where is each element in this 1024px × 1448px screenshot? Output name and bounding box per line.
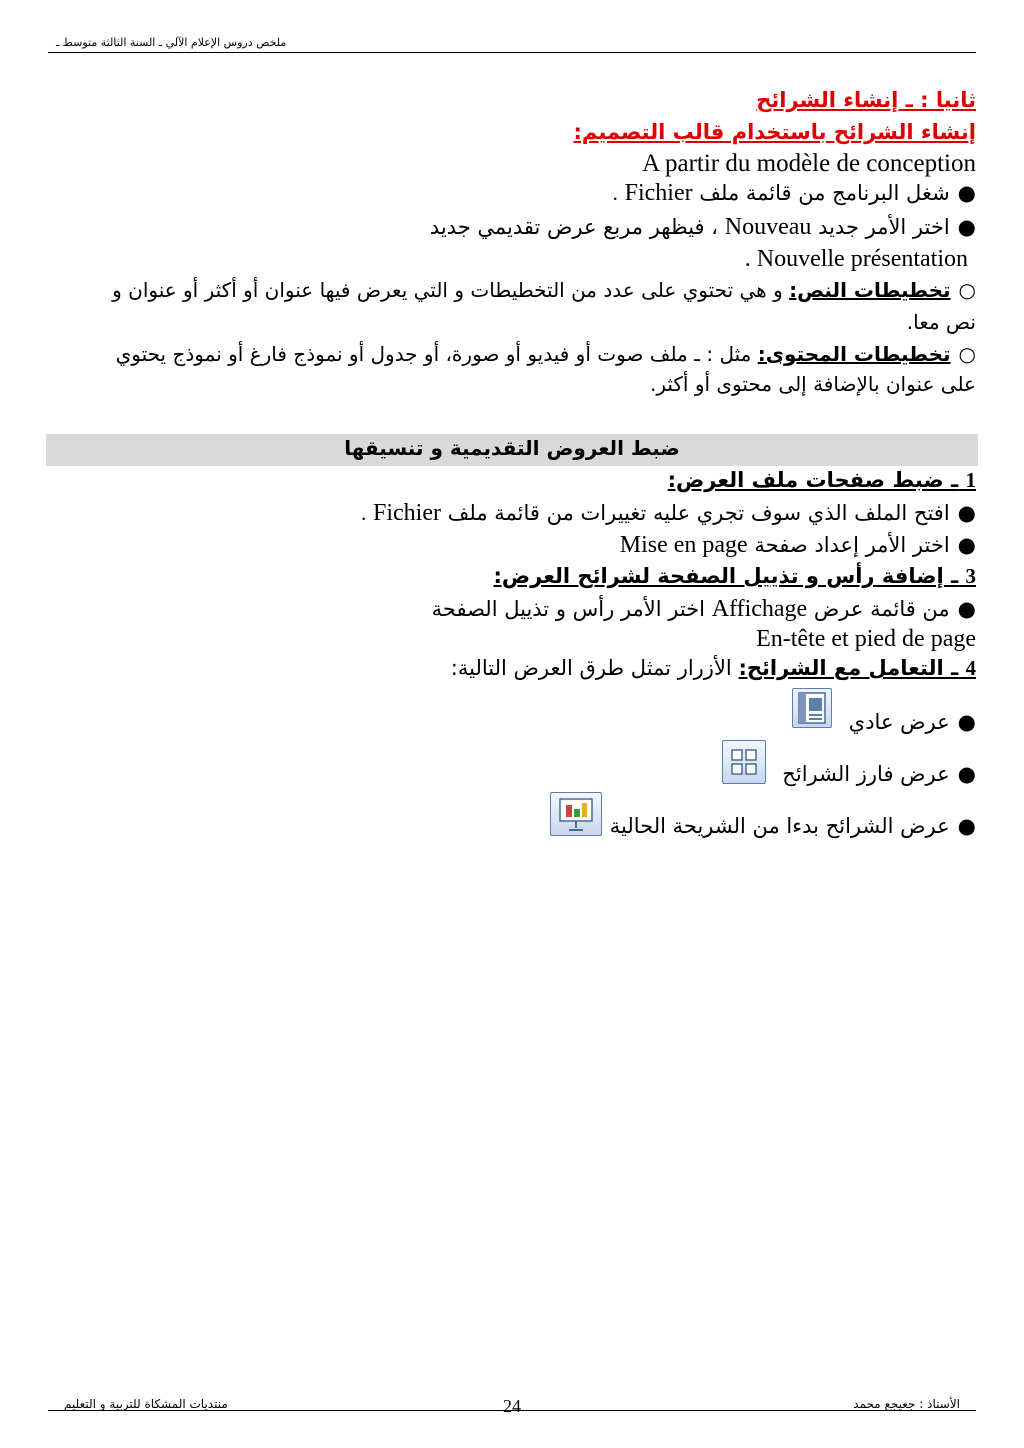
bullet-dot: ●	[957, 814, 976, 838]
bullet-dot: ●	[957, 710, 976, 734]
circle-bullet: ○	[958, 342, 976, 366]
section-heading: ثانيا : ـ إنشاء الشرائح	[756, 88, 976, 112]
latin-title: A partir du modèle de conception	[642, 150, 976, 177]
bullet-open-file: ●افتح الملف الذي سوف تجري عليه تغييرات من قائمة ملف Fichier .	[361, 500, 976, 526]
bullet-run-program: ●شغل البرنامج من قائمة ملف Fichier .	[612, 180, 976, 206]
header-footer-continuation: En-tête et pied de page	[756, 626, 976, 652]
content-layouts-item: ○تخطيطات المحتوى: مثل : ـ ملف صوت أو فيديو أو صورة، أو جدول أو نموذج فارغ أو نموذج يحتوي	[115, 342, 976, 366]
bullet-dot: ●	[957, 181, 976, 205]
bullet-page-setup: ●اختر الأمر إعداد صفحة Mise en page	[619, 532, 976, 558]
bullet-dot: ●	[957, 215, 976, 239]
footer-forum: منتديات المشكاة للتربية و التعليم	[64, 1397, 228, 1411]
view-slideshow-item: ●عرض الشرائح بدءا من الشريحة الحالية	[609, 814, 976, 838]
page-number: 24	[503, 1396, 521, 1416]
normal-view-icon[interactable]	[792, 688, 832, 728]
subsection-1-title: 1 ـ ضبط صفحات ملف العرض:	[667, 468, 976, 492]
header-divider	[48, 52, 976, 53]
page-header-title: ملخص دروس الإعلام الآلي ـ السنة الثالثة متوسط ـ	[56, 36, 287, 49]
footer-author: الأستاذ : جعيجع محمد	[853, 1397, 960, 1411]
subsection-3-title: 3 ـ إضافة رأس و تذييل الصفحة لشرائح العرض:	[493, 564, 976, 588]
band-title: ضبط العروض التقديمية و تنسيقها	[344, 436, 680, 460]
circle-bullet: ○	[958, 278, 976, 302]
text-layouts-item: ○تخطيطات النص: و هي تحتوي على عدد من التخطيطات و التي يعرض فيها عنوان أو أكثر أو عنوان و	[112, 278, 976, 302]
content-layouts-continuation: على عنوان بالإضافة إلى محتوى أو أكثر.	[649, 372, 976, 396]
bullet-new-continuation: . Nouvelle présentation	[744, 246, 968, 272]
bullet-dot: ●	[957, 501, 976, 525]
bullet-header-footer: ●من قائمة عرض Affichage اختر الأمر رأس و تذييل الصفحة	[431, 596, 976, 622]
bullet-dot: ●	[957, 762, 976, 786]
subsection-4-title: 4 ـ التعامل مع الشرائح: الأزرار تمثل طرق العرض التالية:	[450, 656, 976, 680]
view-sorter-item: ●عرض فارز الشرائح	[782, 762, 976, 786]
view-normal-item: ●عرض عادي	[848, 710, 976, 734]
bullet-dot: ●	[957, 597, 976, 621]
bullet-dot: ●	[957, 533, 976, 557]
slide-show-icon[interactable]	[550, 792, 602, 836]
slide-sorter-icon[interactable]	[722, 740, 766, 784]
text-layouts-continuation: نص معا.	[906, 310, 976, 334]
bullet-new-command: ●اختر الأمر جديد Nouveau ، فيظهر مربع عرض تقديمي جديد	[429, 214, 976, 240]
section-subheading: إنشاء الشرائح باستخدام قالب التصميم:	[573, 120, 976, 144]
